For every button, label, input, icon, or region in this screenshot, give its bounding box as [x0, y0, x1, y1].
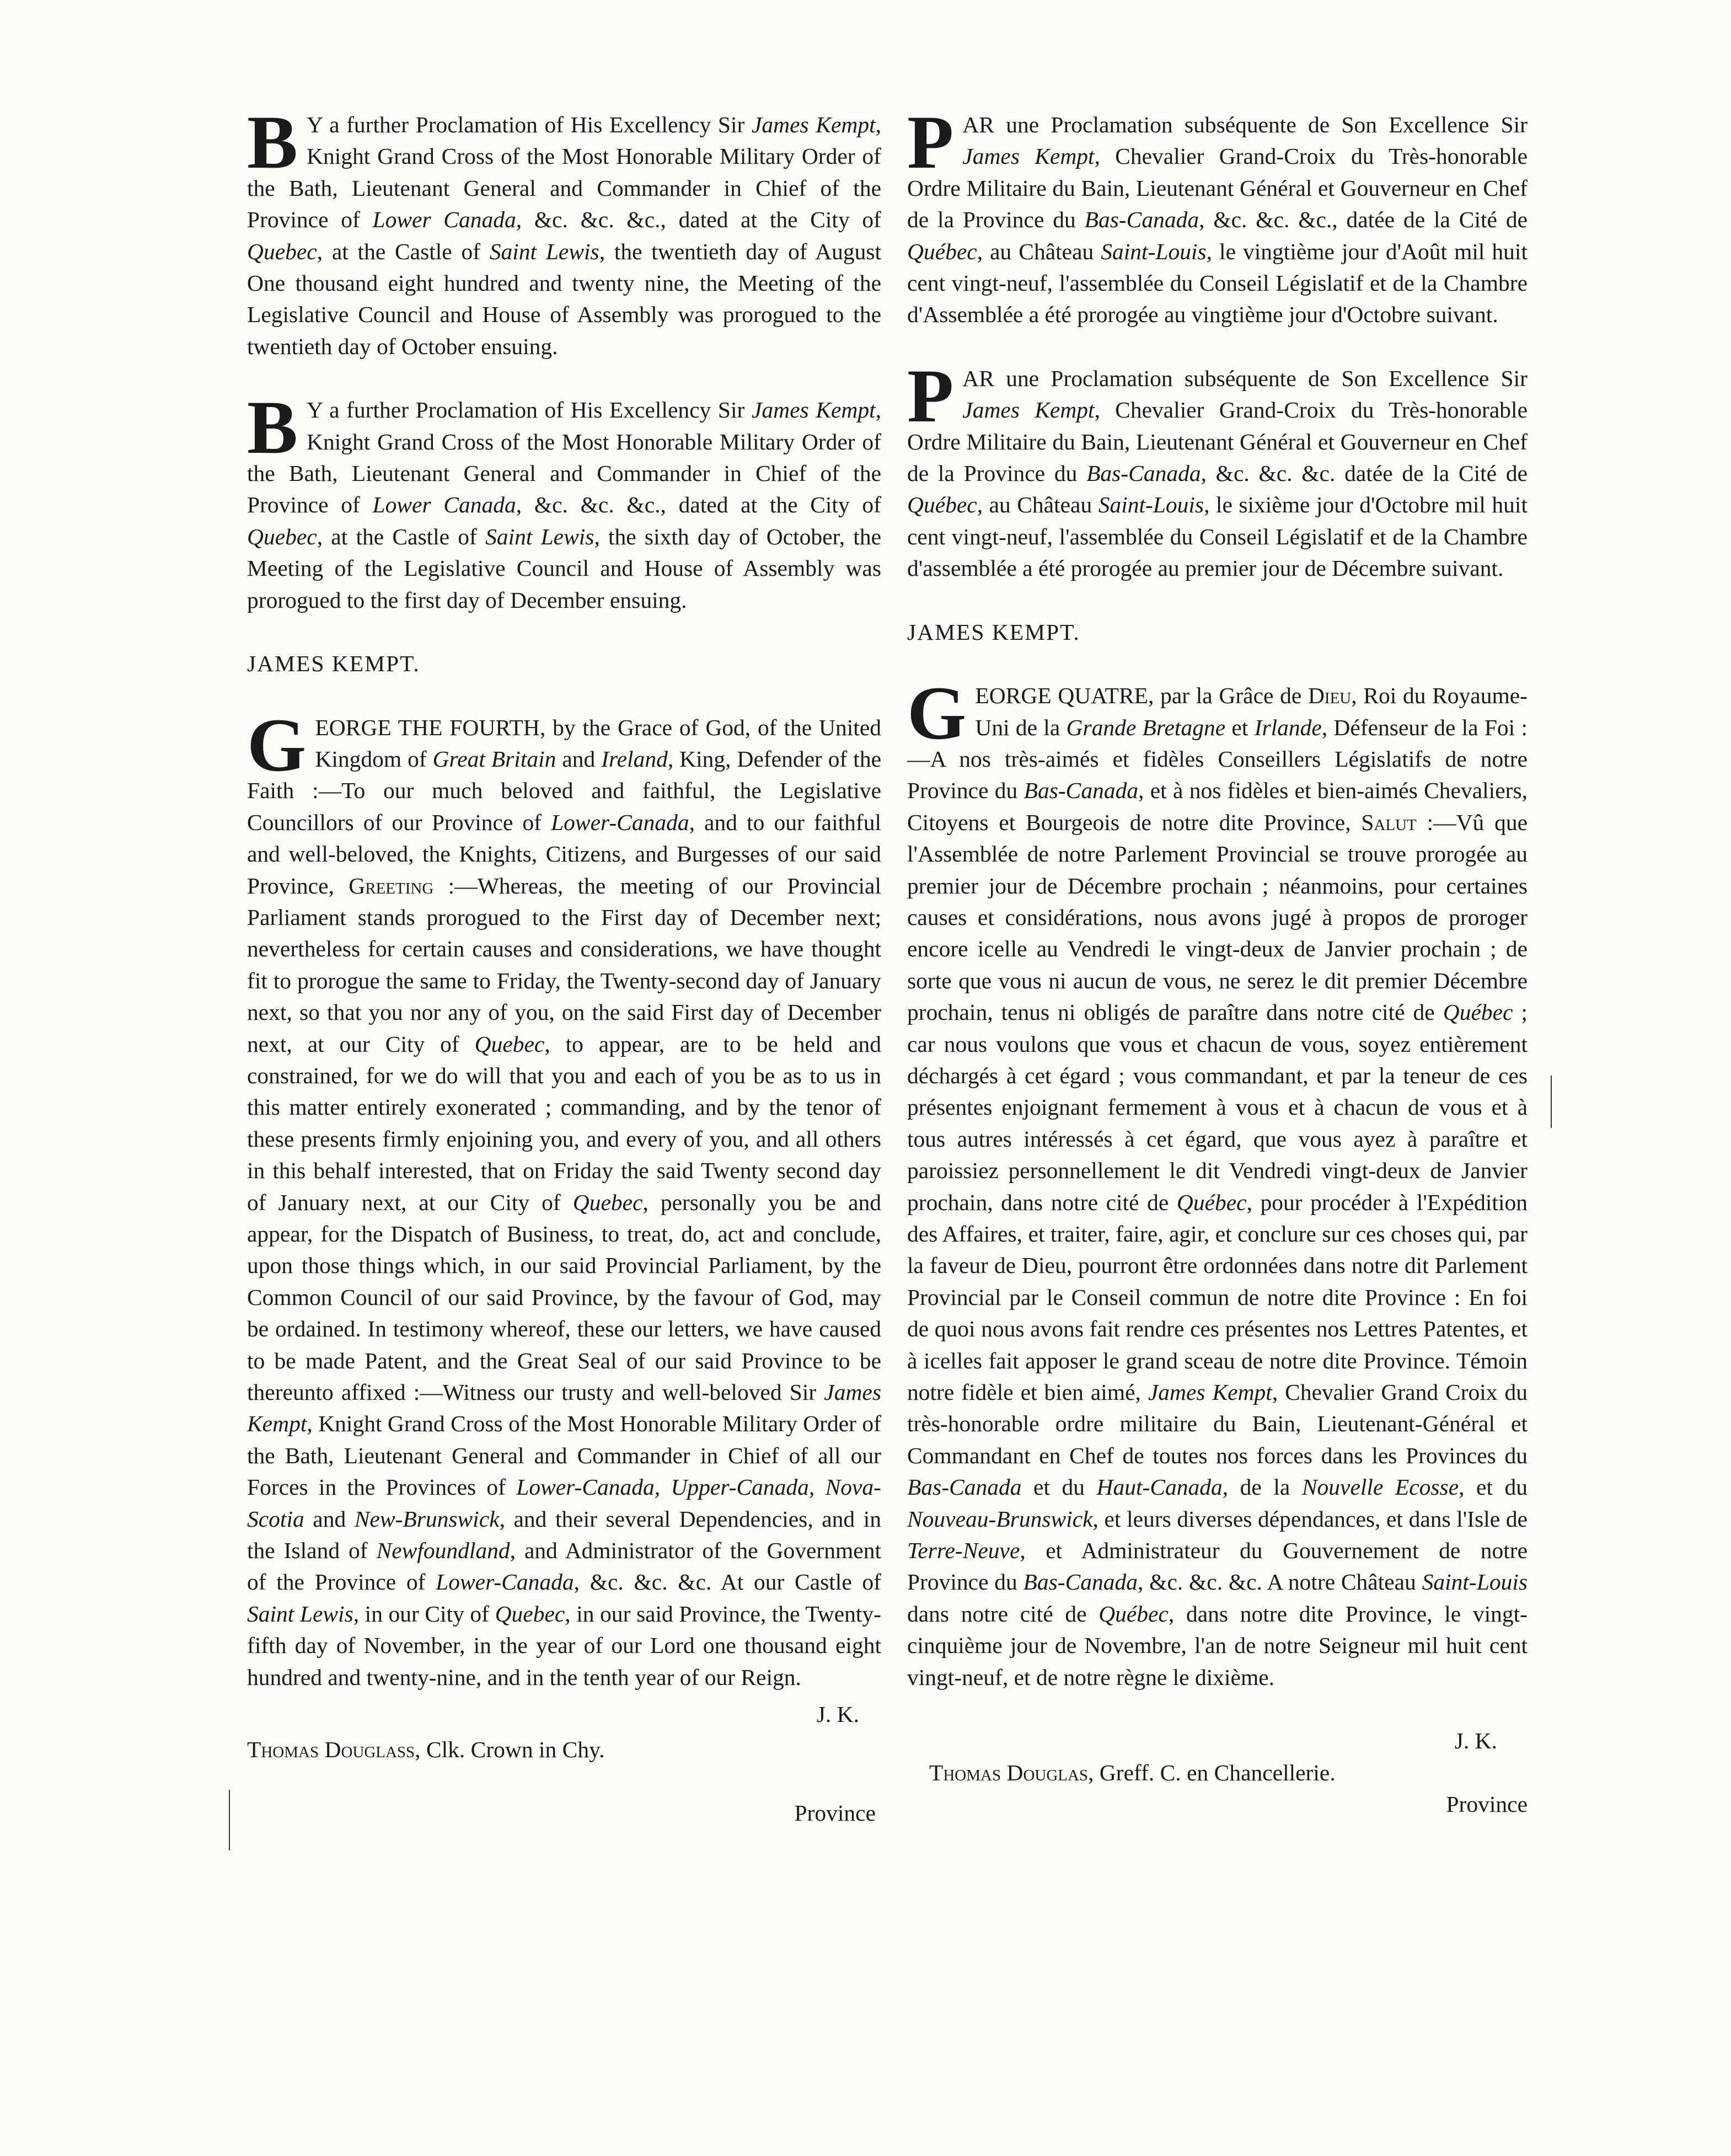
- signature: JAMES KEMPT.: [247, 651, 420, 677]
- english-proclamation-1: B Y a further Proclamation of His Excellency Sir James Kempt, Knight Grand Cross of the Most Honorable Military Order of the Bath, Lieutenant General and Commander in Chief of the Province of Lower Canada, &c. &c. &c., dated at the City of Quebec, at the Castle of Saint Lewis, the twentieth day of August One thousand eight hundred and twenty nine, the Meeting of the Legislative Council and House of Assembly was prorogued to the twentieth day of October ensuing.: [247, 100, 882, 359]
- dropcap: P: [907, 100, 953, 184]
- margin-rule: [1551, 1076, 1552, 1128]
- english-column: [247, 100, 882, 1829]
- french-writ: GEORGE QUATRE, par la Grâce de Dieu, Roi du Royaume-Uni de la Grande Bretagne et Irlande, Défenseur de la Foi :—A nos très-aimés et fidèles Conseillers Législatifs de notre Province du Bas-Canada, et à nos fidèles et bien-aimés Chevaliers, Citoyens et Bourgeois de notre dite Province, Salut :—Vû que l'Assemblée de notre Parlement Provincial se trouve prorogée au premier jour de Décembre prochain ; néanmoins, pour certaines causes et considérations, nous avons jugé à propos de proroger encore icelle au Vendredi le vingt-deux de Janvier prochain ; de sorte que vous ni aucun de vous, ne serez le dit premier Décembre prochain, tenus ni obligés de paraître dans notre cité de Québec ; car nous voulons que vous et chacun de vous, soyez entièrement déchargés à cet égard ; vous commandant, et par la teneur de ces présentes enjoignant fermement à vous et à chacun de vous et à tous autres intéressés à cet égard, que vous ayez à paraître et paroissiez personnellement le dit Vendredi vingt-deux de Janvier prochain, dans notre cité de Québec, pour procéder à l'Expédition des Affaires, et traiter, faire, agir, et conclure sur ces choses qui, par la faveur de Dieu, pourront être ordonnées dans notre dit Parlement Provincial par le Conseil commun de notre dite Province : En foi de quoi nous avons fait rendre ces présentes nos Lettres Patentes, et à icelles fait apposer le grand sceau de notre dite Province. Témoin notre fidèle et bien aimé, James Kempt, Chevalier Grand Croix du très-honorable ordre militaire du Bain, Lieutenant-Général et Commandant en Chef de toutes nos forces dans les Provinces du Bas-Canada et du Haut-Canada, de la Nouvelle Ecosse, et du Nouveau-Brunswick, et leurs diverses dépendances, et dans l'Isle de Terre-Neuve, et Administrateur du Gouvernement de notre Province du Bas-Canada, &c. &c. &c. A notre Château Saint-Louis dans notre cité de Québec, dans notre dite Province, le vingt-cinquième jour de Novembre, l'an de notre Seigneur mil huit cent vingt-neuf, et de notre règne le dixième.: [907, 671, 1528, 1690]
- french-column: [907, 100, 1528, 1820]
- english-writ: GEORGE THE FOURTH, by the Grace of God, of the United Kingdom of Great Britain and Ireland, King, Defender of the Faith :—To our much beloved and faithful, the Legislative Councillors of our Province of Lower-Canada, and to our faithful and well-beloved, the Knights, Citizens, and Burgesses of our said Province, Greeting :—Whereas, the meeting of our Provincial Parliament stands prorogued to the First day of December next; nevertheless for certain causes and considerations, we have thought fit to prorogue the same to Friday, the Twenty-second day of January next, so that you nor any of you, on the said First day of December next, at our City of Quebec, to appear, are to be held and constrained, for we do will that you and each of you be as to us in this matter entirely exonerated ; commanding, and by the tenor of these presents firmly enjoining you, and every of you, and all others in this behalf interested, that on Friday the said Twenty second day of January next, at our City of Quebec, personally you be and appear, for the Dispatch of Business, to treat, do, act and conclude, upon those things which, in our said Provincial Parliament, by the Common Council of our said Province, by the favour of God, may be ordained. In testimony whereof, these our letters, we have caused to be made Patent, and the Great Seal of our said Province to be thereunto affixed :—Witness our trusty and well-beloved Sir James Kempt, Knight Grand Cross of the Most Honorable Military Order of the Bath, Lieutenant General and Commander in Chief of all our Forces in the Provinces of Lower-Canada, Upper-Canada, Nova-Scotia and New-Brunswick, and their several Dependencies, and in the Island of Newfoundland, and Administrator of the Government of the Province of Lower-Canada, &c. &c. &c. At our Castle of Saint Lewis, in our City of Quebec, in our said Province, the Twenty-fifth day of November, in the year of our Lord one thousand eight hundred and twenty-nine, and in the tenth year of our Reign.: [247, 702, 882, 1690]
- dropcap: G: [907, 671, 966, 756]
- margin-rule: [229, 1790, 230, 1850]
- dropcap: G: [247, 702, 306, 787]
- clerk-line: Thomas Douglas, Greff. C. en Chancellerie.: [929, 1759, 1336, 1785]
- catchword: Province: [794, 1800, 876, 1826]
- french-proclamation-2: PAR une Proclamation subséquente de Son Excellence Sir James Kempt, Chevalier Grand-Croix du Très-honorable Ordre Militaire du Bain, Lieutenant Général et Gouverneur en Chef de la Province du Bas-Canada, &c. &c. &c. datée de la Cité de Québec, au Château Saint-Louis, le sixième jour d'Octobre mil huit cent vingt-neuf, l'assemblée du Conseil Législatif et de la Chambre d'assemblée a été prorogée au premier jour de Décembre suivant.: [907, 353, 1528, 581]
- english-proclamation-2: B Y a further Proclamation of His Excellency Sir James Kempt, Knight Grand Cross of the Most Honorable Military Order of the Bath, Lieutenant General and Commander in Chief of the Province of Lower Canada, &c. &c. &c., dated at the City of Quebec, at the Castle of Saint Lewis, the sixth day of October, the Meeting of the Legislative Council and House of Assembly was prorogued to the first day of December ensuing.: [247, 385, 881, 613]
- dropcap: B: [247, 385, 297, 470]
- french-proclamation-1: PAR une Proclamation subséquente de Son Excellence Sir James Kempt, Chevalier Grand-Croix du Très-honorable Ordre Militaire du Bain, Lieutenant Général et Gouverneur en Chef de la Province du Bas-Canada, &c. &c. &c., datée de la Cité de Québec, au Château Saint-Louis, le vingtième jour d'Août mil huit cent vingt-neuf, l'assemblée du Conseil Législatif et de la Chambre d'Assemblée a été prorogée au vingtième jour d'Octobre suivant.: [907, 100, 1528, 328]
- initials: J. K.: [816, 1702, 859, 1727]
- catchword: Province: [1446, 1791, 1528, 1817]
- initials: J. K.: [1454, 1728, 1497, 1754]
- clerk-line: Thomas Douglass, Clk. Crown in Chy.: [247, 1736, 605, 1762]
- dropcap: B: [247, 100, 297, 184]
- dropcap: P: [907, 353, 953, 438]
- signature: JAMES KEMPT.: [907, 619, 1080, 645]
